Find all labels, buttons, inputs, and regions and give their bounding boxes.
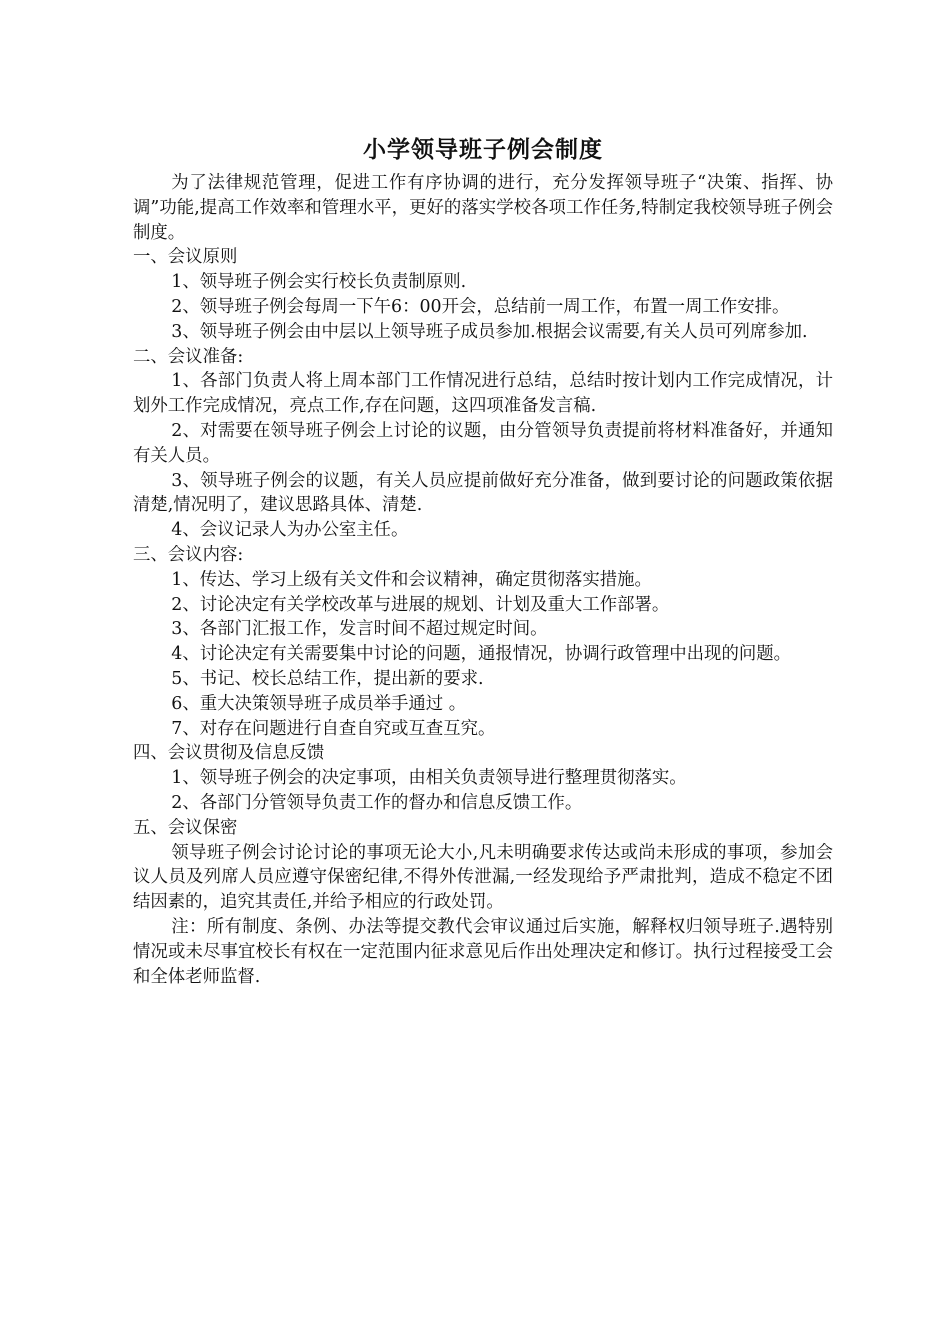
document-title: 小学领导班子例会制度 <box>363 137 603 163</box>
section-heading-implementation: 四、会议贯彻及信息反馈 <box>133 743 325 764</box>
section-heading-confidentiality: 五、会议保密 <box>133 817 238 838</box>
document-page <box>133 133 833 989</box>
section-item: 4、讨论决定有关需要集中讨论的问题，通报情况，协调行政管理中出现的问题。 <box>171 644 792 665</box>
section-item: 1、领导班子例会实行校长负责制原则. <box>171 272 467 293</box>
section-item: 1、各部门负责人将上周本部门工作情况进行总结，总结时按计划内工作完成情况，计划外工作完成情况，亮点工作,存在问题，这四项准备发言稿. <box>133 371 833 417</box>
section-heading-principles: 一、会议原则 <box>133 247 238 268</box>
note-paragraph: 注：所有制度、条例、办法等提交教代会审议通过后实施，解释权归领导班子.遇特别情况或未尽事宜校长有权在一定范围内征求意见后作出处理决定和修订。执行过程接受工会和全体老师监督. <box>133 916 833 987</box>
intro-paragraph: 为了法律规范管理，促进工作有序协调的进行，充分发挥领导班子“决策、指挥、协调”功能,提高工作效率和管理水平，更好的落实学校各项工作任务,特制定我校领导班子例会制度。 <box>133 173 833 243</box>
section-item: 7、对存在问题进行自查自究或互查互究。 <box>171 718 496 739</box>
section-item: 2、各部门分管领导负责工作的督办和信息反馈工作。 <box>171 792 583 813</box>
section-item: 3、领导班子例会由中层以上领导班子成员参加.根据会议需要,有关人员可列席参加. <box>171 321 808 342</box>
section-item: 4、会议记录人为办公室主任。 <box>171 520 409 541</box>
section-heading-preparation: 二、会议准备: <box>133 346 244 367</box>
section-item: 3、各部门汇报工作，发言时间不超过规定时间。 <box>171 619 548 640</box>
section-item: 6、重大决策领导班子成员举手通过 。 <box>171 693 467 714</box>
section-item: 1、领导班子例会的决定事项，由相关负责领导进行整理贯彻落实。 <box>171 768 687 789</box>
section-item: 2、对需要在领导班子例会上讨论的议题，由分管领导负责提前将材料准备好，并通知有关人员。 <box>133 420 833 466</box>
section-item: 领导班子例会讨论讨论的事项无论大小,凡未明确要求传达或尚未形成的事项，参加会议人员及列席人员应遵守保密纪律,不得外传泄漏,一经发现给予严肃批判，造成不稳定不团结因素的，追究其责任,并给予相应的行政处罚。 <box>133 842 833 913</box>
section-item: 3、领导班子例会的议题，有关人员应提前做好充分准备，做到要讨论的问题政策依据清楚,情况明了，建议思路具体、清楚. <box>133 470 833 516</box>
section-heading-content: 三、会议内容: <box>133 544 244 565</box>
section-item: 1、传达、学习上级有关文件和会议精神，确定贯彻落实措施。 <box>171 569 652 590</box>
section-item: 5、书记、校长总结工作，提出新的要求. <box>171 668 484 689</box>
section-item: 2、讨论决定有关学校改革与进展的规划、计划及重大工作部署。 <box>171 594 670 615</box>
section-item: 2、领导班子例会每周一下午6：00开会，总结前一周工作，布置一周工作安排。 <box>171 296 790 317</box>
